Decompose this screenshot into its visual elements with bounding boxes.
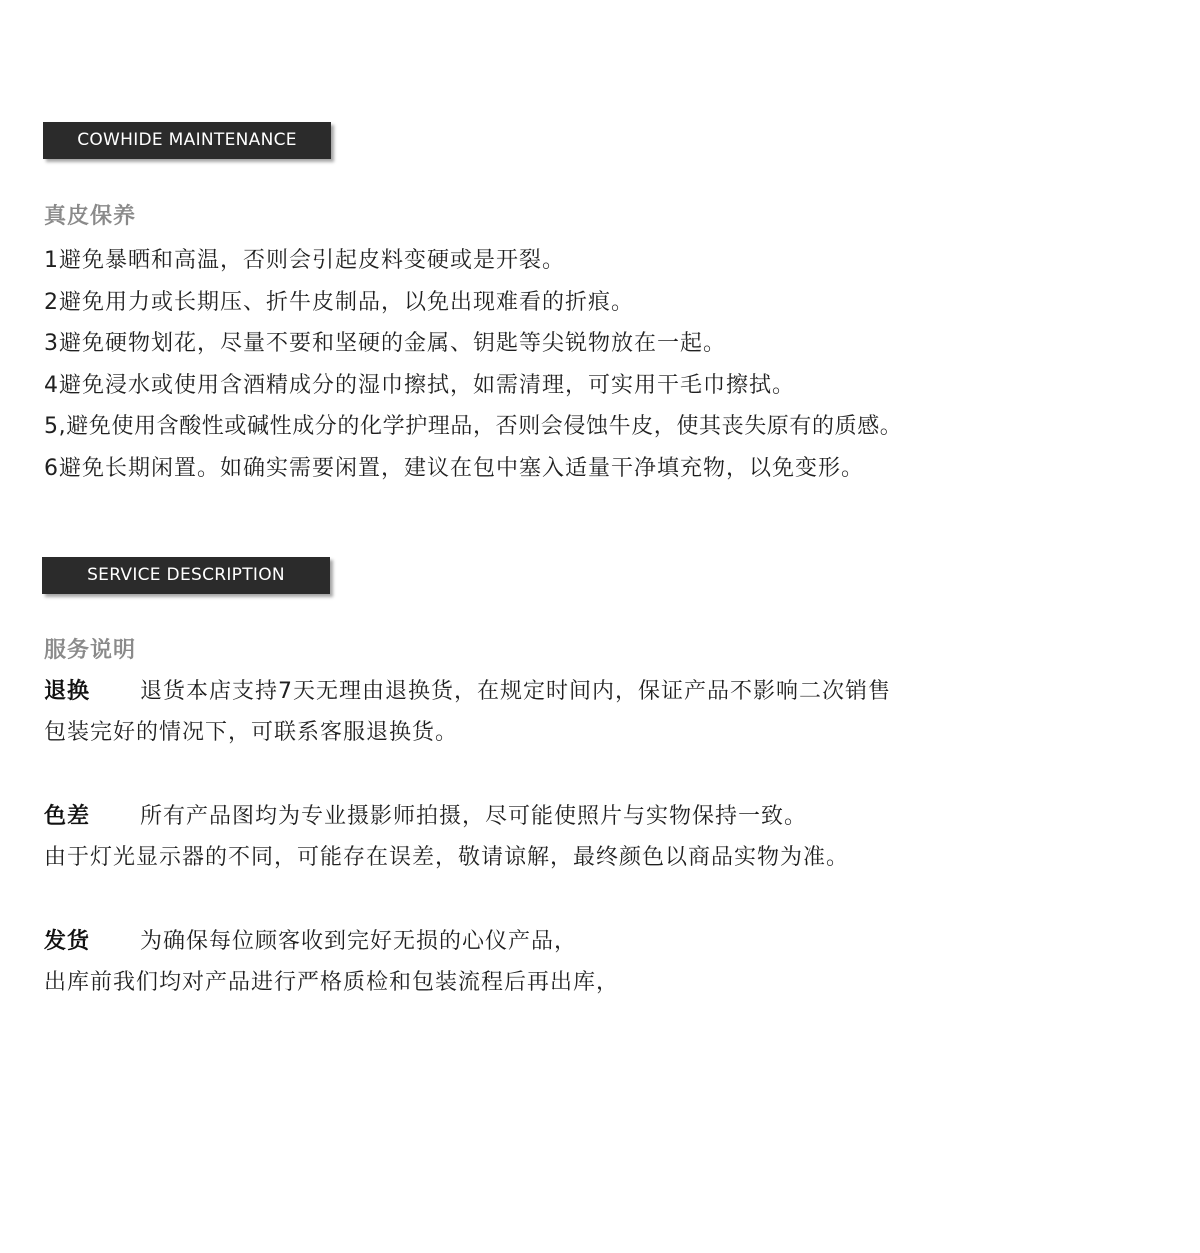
service-text-line: 由于灯光显示器的不同，可能存在误差，敬请谅解，最终颜色以商品实物为准。: [44, 845, 850, 870]
service-title: 服务说明: [44, 638, 137, 663]
service-text-line: 包装完好的情况下，可联系客服退换货。: [44, 720, 459, 745]
service-block-color: [44, 799, 807, 830]
maintenance-item: 5,避免使用含酸性或碱性成分的化学护理品，否则会侵蚀牛皮，使其丧失原有的质感。: [44, 414, 903, 439]
maintenance-item: 1避免暴晒和高温，否则会引起皮料变硬或是开裂。: [44, 248, 565, 273]
service-block-returns: [44, 674, 891, 705]
service-term: 发货: [44, 929, 91, 954]
service-term: 退换: [44, 679, 91, 704]
service-text: 为确保每位顾客收到完好无损的心仪产品，: [140, 929, 578, 954]
service-text-line: 出库前我们均对产品进行严格质检和包装流程后再出库，: [44, 970, 620, 995]
service-block-shipping: [44, 924, 577, 955]
maintenance-title: 真皮保养: [44, 204, 137, 229]
service-term: 色差: [44, 804, 91, 829]
service-description-badge: SERVICE DESCRIPTION: [42, 557, 330, 594]
maintenance-item: 3避免硬物划花，尽量不要和坚硬的金属、钥匙等尖锐物放在一起。: [44, 331, 726, 356]
maintenance-item: 2避免用力或长期压、折牛皮制品，以免出现难看的折痕。: [44, 290, 634, 315]
maintenance-item: 4避免浸水或使用含酒精成分的湿巾擦拭，如需清理，可实用干毛巾擦拭。: [44, 373, 795, 398]
cowhide-maintenance-badge: COWHIDE MAINTENANCE: [43, 122, 331, 159]
service-text: 所有产品图均为专业摄影师拍摄，尽可能使照片与实物保持一致。: [140, 804, 808, 829]
maintenance-item: 6避免长期闲置。如确实需要闲置，建议在包中塞入适量干净填充物，以免变形。: [44, 456, 864, 481]
service-text: 退货本店支持7天无理由退换货，在规定时间内，保证产品不影响二次销售: [140, 679, 891, 704]
